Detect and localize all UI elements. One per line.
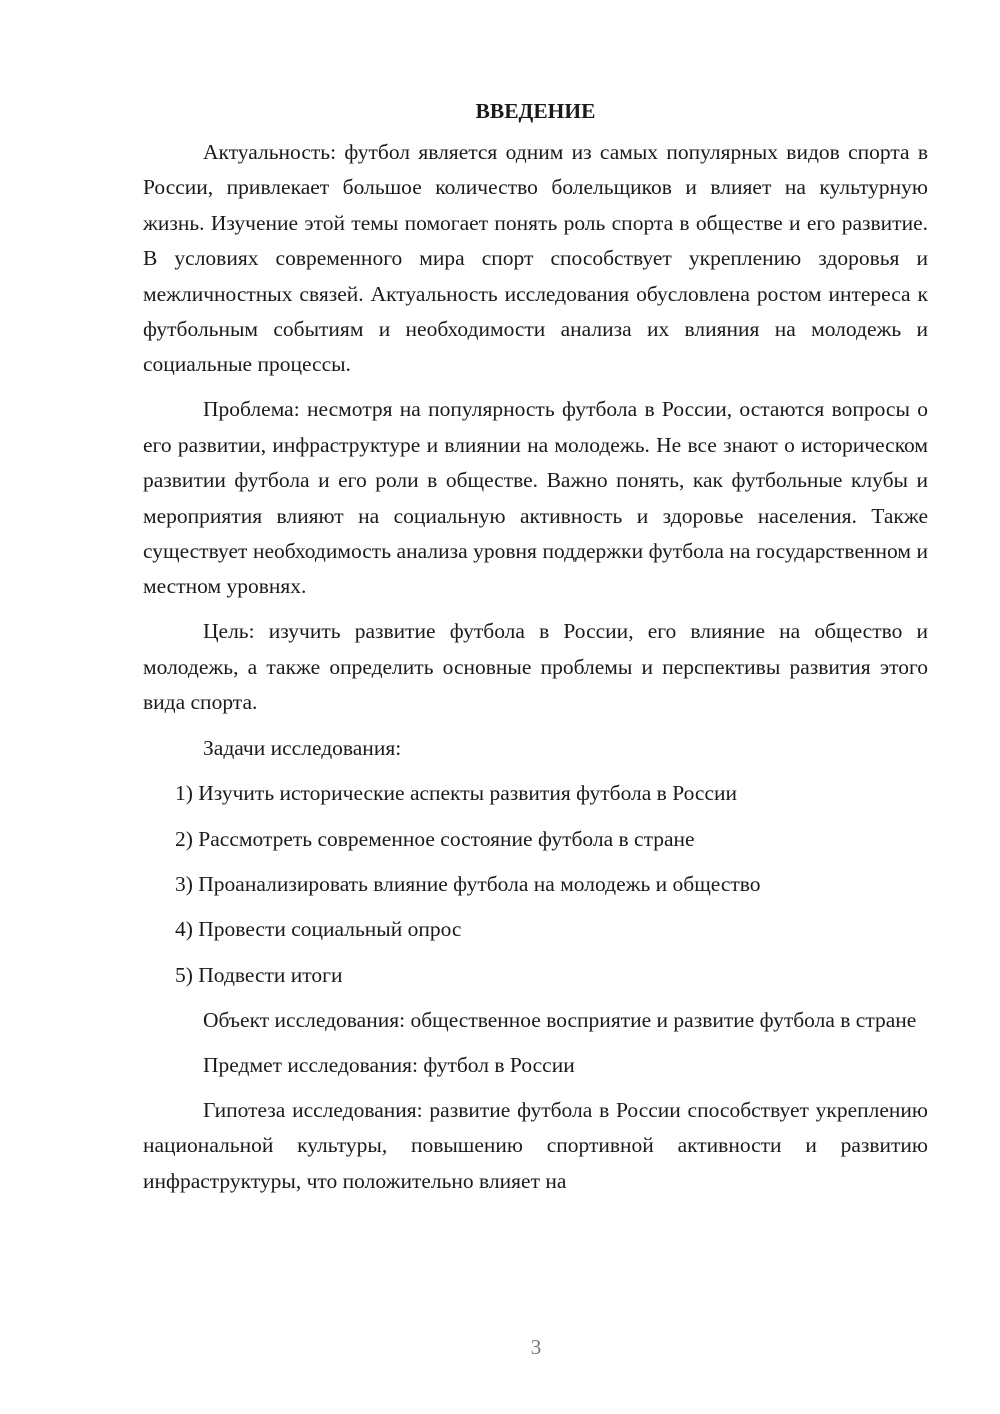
task-item: 2) Рассмотреть современное состояние футбола в стране	[175, 826, 695, 851]
section-heading: ВВЕДЕНИЕ	[475, 99, 596, 123]
tasks-title: Задачи исследования:	[203, 735, 402, 760]
problem-paragraph: Проблема: несмотря на популярность футбола в России, остаются вопросы о его развитии, инфраструктуре и влиянии на молодежь. Не все знают о историческом развитии футбола и его роли в обществе. Важно понять, как футбольные клубы и мероприятия влияют на социальную активность и здоровье населения. Также существует необходимость анализа уровня поддержки футбола на государственном и местном уровнях.	[143, 397, 928, 599]
relevance-paragraph: Актуальность: футбол является одним из самых популярных видов спорта в России, привлекает большое количество болельщиков и влияет на культурную жизнь. Изучение этой темы помогает понять роль спорта в обществе и его развитие. В условиях современного мира спорт способствует укреплению здоровья и межличностных связей. Актуальность исследования обусловлена ростом интереса к футбольным событиям и необходимости анализа их влияния на молодежь и социальные процессы.	[143, 140, 928, 377]
task-item: 1) Изучить исторические аспекты развития футбола в России	[175, 781, 738, 806]
task-item: 5) Подвести итоги	[175, 962, 343, 987]
goal-paragraph: Цель: изучить развитие футбола в России, его влияние на общество и молодежь, а также определить основные проблемы и перспективы развития этого вида спорта.	[143, 619, 928, 715]
task-item: 4) Провести социальный опрос	[175, 917, 462, 942]
object-paragraph: Объект исследования: общественное восприятие и развитие футбола в стране	[203, 1007, 917, 1032]
page-content	[143, 96, 928, 1199]
hypothesis-paragraph: Гипотеза исследования: развитие футбола в России способствует укреплению национальной культуры, повышению спортивной активности и развитию инфраструктуры, что положительно влияет на	[143, 1097, 928, 1193]
tasks-list	[143, 776, 928, 993]
subject-paragraph: Предмет исследования: футбол в России	[203, 1052, 575, 1077]
task-item: 3) Проанализировать влияние футбола на молодежь и общество	[175, 871, 761, 896]
page-number: 3	[530, 1335, 542, 1359]
